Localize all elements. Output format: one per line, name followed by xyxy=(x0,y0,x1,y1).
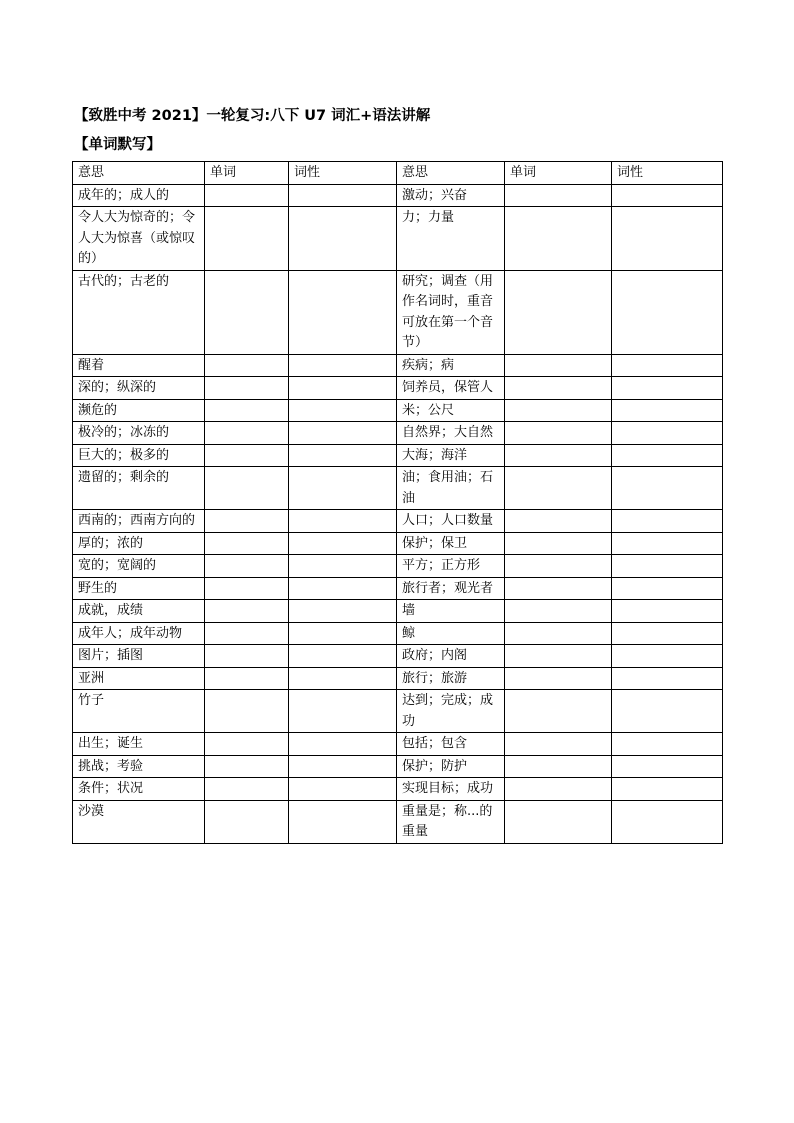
word-answer-cell[interactable] xyxy=(505,510,612,533)
table-header-row xyxy=(73,162,723,185)
meaning-cell: 巨大的；极多的 xyxy=(73,444,205,467)
word-answer-cell[interactable] xyxy=(205,600,289,623)
meaning-cell: 自然界；大自然 xyxy=(397,422,505,445)
table-row xyxy=(73,184,723,207)
table-row xyxy=(73,622,723,645)
meaning-cell: 油；食用油；石油 xyxy=(397,467,505,510)
meaning-cell: 挑战；考验 xyxy=(73,755,205,778)
meaning-cell: 厚的；浓的 xyxy=(73,532,205,555)
header-word: 单词 xyxy=(505,162,612,185)
part-of-speech-answer-cell[interactable] xyxy=(289,532,397,555)
meaning-cell: 醒着 xyxy=(73,354,205,377)
word-answer-cell[interactable] xyxy=(205,577,289,600)
table-row xyxy=(73,510,723,533)
part-of-speech-answer-cell[interactable] xyxy=(289,690,397,733)
part-of-speech-answer-cell[interactable] xyxy=(612,354,723,377)
word-answer-cell[interactable] xyxy=(505,377,612,400)
word-answer-cell[interactable] xyxy=(205,622,289,645)
word-answer-cell[interactable] xyxy=(505,577,612,600)
part-of-speech-answer-cell[interactable] xyxy=(289,270,397,354)
word-answer-cell[interactable] xyxy=(205,207,289,271)
word-answer-cell[interactable] xyxy=(505,207,612,271)
section-title: 【单词默写】 xyxy=(74,137,161,153)
header-part-of-speech: 词性 xyxy=(612,162,723,185)
word-answer-cell[interactable] xyxy=(505,690,612,733)
table-row xyxy=(73,755,723,778)
meaning-cell: 力；力量 xyxy=(397,207,505,271)
meaning-cell: 大海；海洋 xyxy=(397,444,505,467)
meaning-cell: 竹子 xyxy=(73,690,205,733)
table-row xyxy=(73,532,723,555)
meaning-cell: 成就，成绩 xyxy=(73,600,205,623)
part-of-speech-answer-cell[interactable] xyxy=(289,800,397,843)
part-of-speech-answer-cell[interactable] xyxy=(612,755,723,778)
part-of-speech-answer-cell[interactable] xyxy=(289,422,397,445)
word-answer-cell[interactable] xyxy=(505,270,612,354)
word-answer-cell[interactable] xyxy=(205,532,289,555)
word-answer-cell[interactable] xyxy=(205,755,289,778)
word-answer-cell[interactable] xyxy=(205,444,289,467)
table-row xyxy=(73,555,723,578)
meaning-cell: 旅行；旅游 xyxy=(397,667,505,690)
word-answer-cell[interactable] xyxy=(505,354,612,377)
part-of-speech-answer-cell[interactable] xyxy=(612,444,723,467)
meaning-cell: 极冷的；冰冻的 xyxy=(73,422,205,445)
header-meaning: 意思 xyxy=(397,162,505,185)
word-answer-cell[interactable] xyxy=(505,733,612,756)
word-answer-cell[interactable] xyxy=(205,399,289,422)
word-answer-cell[interactable] xyxy=(505,645,612,668)
part-of-speech-answer-cell[interactable] xyxy=(289,377,397,400)
word-answer-cell[interactable] xyxy=(205,270,289,354)
part-of-speech-answer-cell[interactable] xyxy=(289,577,397,600)
part-of-speech-answer-cell[interactable] xyxy=(612,577,723,600)
part-of-speech-answer-cell[interactable] xyxy=(289,733,397,756)
word-answer-cell[interactable] xyxy=(505,399,612,422)
word-answer-cell[interactable] xyxy=(205,733,289,756)
table-row xyxy=(73,690,723,733)
meaning-cell: 疾病；病 xyxy=(397,354,505,377)
word-answer-cell[interactable] xyxy=(205,667,289,690)
meaning-cell: 深的；纵深的 xyxy=(73,377,205,400)
word-answer-cell[interactable] xyxy=(505,184,612,207)
meaning-cell: 遗留的；剩余的 xyxy=(73,467,205,510)
part-of-speech-answer-cell[interactable] xyxy=(612,377,723,400)
meaning-cell: 条件；状况 xyxy=(73,778,205,801)
meaning-cell: 图片；插图 xyxy=(73,645,205,668)
part-of-speech-answer-cell[interactable] xyxy=(612,270,723,354)
part-of-speech-answer-cell[interactable] xyxy=(289,510,397,533)
meaning-cell: 平方；正方形 xyxy=(397,555,505,578)
page-title: 【致胜中考 2021】一轮复习:八下 U7 词汇+语法讲解 xyxy=(74,108,431,124)
part-of-speech-answer-cell[interactable] xyxy=(289,600,397,623)
word-answer-cell[interactable] xyxy=(505,622,612,645)
meaning-cell: 激动；兴奋 xyxy=(397,184,505,207)
meaning-cell: 亚洲 xyxy=(73,667,205,690)
meaning-cell: 鲸 xyxy=(397,622,505,645)
part-of-speech-answer-cell[interactable] xyxy=(289,444,397,467)
table-row xyxy=(73,207,723,271)
part-of-speech-answer-cell[interactable] xyxy=(612,184,723,207)
meaning-cell: 保护；保卫 xyxy=(397,532,505,555)
word-answer-cell[interactable] xyxy=(205,354,289,377)
word-answer-cell[interactable] xyxy=(505,555,612,578)
part-of-speech-answer-cell[interactable] xyxy=(612,600,723,623)
meaning-cell: 包括；包含 xyxy=(397,733,505,756)
meaning-cell: 保护；防护 xyxy=(397,755,505,778)
table-row xyxy=(73,422,723,445)
meaning-cell: 成年的；成人的 xyxy=(73,184,205,207)
table-row xyxy=(73,645,723,668)
table-row xyxy=(73,600,723,623)
word-answer-cell[interactable] xyxy=(205,510,289,533)
word-answer-cell[interactable] xyxy=(205,800,289,843)
meaning-cell: 濒危的 xyxy=(73,399,205,422)
word-answer-cell[interactable] xyxy=(205,555,289,578)
part-of-speech-answer-cell[interactable] xyxy=(612,207,723,271)
part-of-speech-answer-cell[interactable] xyxy=(289,354,397,377)
table-row xyxy=(73,270,723,354)
word-answer-cell[interactable] xyxy=(505,778,612,801)
word-answer-cell[interactable] xyxy=(505,667,612,690)
word-answer-cell[interactable] xyxy=(205,184,289,207)
part-of-speech-answer-cell[interactable] xyxy=(612,667,723,690)
part-of-speech-answer-cell[interactable] xyxy=(612,555,723,578)
meaning-cell: 达到；完成；成功 xyxy=(397,690,505,733)
word-answer-cell[interactable] xyxy=(205,377,289,400)
word-answer-cell[interactable] xyxy=(205,645,289,668)
part-of-speech-answer-cell[interactable] xyxy=(612,690,723,733)
table-row xyxy=(73,577,723,600)
meaning-cell: 米；公尺 xyxy=(397,399,505,422)
word-answer-cell[interactable] xyxy=(205,422,289,445)
meaning-cell: 令人大为惊奇的；令人大为惊喜（或惊叹的） xyxy=(73,207,205,271)
table-row xyxy=(73,667,723,690)
table-row xyxy=(73,354,723,377)
vocabulary-table xyxy=(72,161,723,844)
header-meaning: 意思 xyxy=(73,162,205,185)
part-of-speech-answer-cell[interactable] xyxy=(612,532,723,555)
table-row xyxy=(73,800,723,843)
table-row xyxy=(73,444,723,467)
word-answer-cell[interactable] xyxy=(505,532,612,555)
part-of-speech-answer-cell[interactable] xyxy=(289,667,397,690)
table-body xyxy=(73,184,723,843)
part-of-speech-answer-cell[interactable] xyxy=(612,645,723,668)
word-answer-cell[interactable] xyxy=(505,600,612,623)
meaning-cell: 重量是；称...的重量 xyxy=(397,800,505,843)
meaning-cell: 政府；内阁 xyxy=(397,645,505,668)
meaning-cell: 西南的；西南方向的 xyxy=(73,510,205,533)
word-answer-cell[interactable] xyxy=(505,422,612,445)
part-of-speech-answer-cell[interactable] xyxy=(289,467,397,510)
meaning-cell: 人口；人口数量 xyxy=(397,510,505,533)
part-of-speech-answer-cell[interactable] xyxy=(289,207,397,271)
part-of-speech-answer-cell[interactable] xyxy=(289,622,397,645)
part-of-speech-answer-cell[interactable] xyxy=(289,399,397,422)
word-answer-cell[interactable] xyxy=(505,444,612,467)
word-answer-cell[interactable] xyxy=(205,467,289,510)
meaning-cell: 野生的 xyxy=(73,577,205,600)
part-of-speech-answer-cell[interactable] xyxy=(612,733,723,756)
part-of-speech-answer-cell[interactable] xyxy=(612,467,723,510)
meaning-cell: 旅行者；观光者 xyxy=(397,577,505,600)
table-row xyxy=(73,377,723,400)
word-answer-cell[interactable] xyxy=(205,690,289,733)
part-of-speech-answer-cell[interactable] xyxy=(612,399,723,422)
meaning-cell: 宽的；宽阔的 xyxy=(73,555,205,578)
word-answer-cell[interactable] xyxy=(205,778,289,801)
table-row xyxy=(73,778,723,801)
part-of-speech-answer-cell[interactable] xyxy=(612,800,723,843)
header-part-of-speech: 词性 xyxy=(289,162,397,185)
part-of-speech-answer-cell[interactable] xyxy=(612,422,723,445)
meaning-cell: 古代的；古老的 xyxy=(73,270,205,354)
meaning-cell: 墙 xyxy=(397,600,505,623)
part-of-speech-answer-cell[interactable] xyxy=(289,555,397,578)
part-of-speech-answer-cell[interactable] xyxy=(289,755,397,778)
part-of-speech-answer-cell[interactable] xyxy=(289,778,397,801)
word-answer-cell[interactable] xyxy=(505,755,612,778)
meaning-cell: 成年人；成年动物 xyxy=(73,622,205,645)
part-of-speech-answer-cell[interactable] xyxy=(289,645,397,668)
table-row xyxy=(73,467,723,510)
part-of-speech-answer-cell[interactable] xyxy=(289,184,397,207)
header-word: 单词 xyxy=(205,162,289,185)
word-answer-cell[interactable] xyxy=(505,467,612,510)
part-of-speech-answer-cell[interactable] xyxy=(612,622,723,645)
meaning-cell: 沙漠 xyxy=(73,800,205,843)
part-of-speech-answer-cell[interactable] xyxy=(612,510,723,533)
table-row xyxy=(73,399,723,422)
meaning-cell: 出生；诞生 xyxy=(73,733,205,756)
meaning-cell: 实现目标；成功 xyxy=(397,778,505,801)
meaning-cell: 饲养员，保管人 xyxy=(397,377,505,400)
part-of-speech-answer-cell[interactable] xyxy=(612,778,723,801)
word-answer-cell[interactable] xyxy=(505,800,612,843)
table-row xyxy=(73,733,723,756)
meaning-cell: 研究；调查（用作名词时，重音可放在第一个音节） xyxy=(397,270,505,354)
